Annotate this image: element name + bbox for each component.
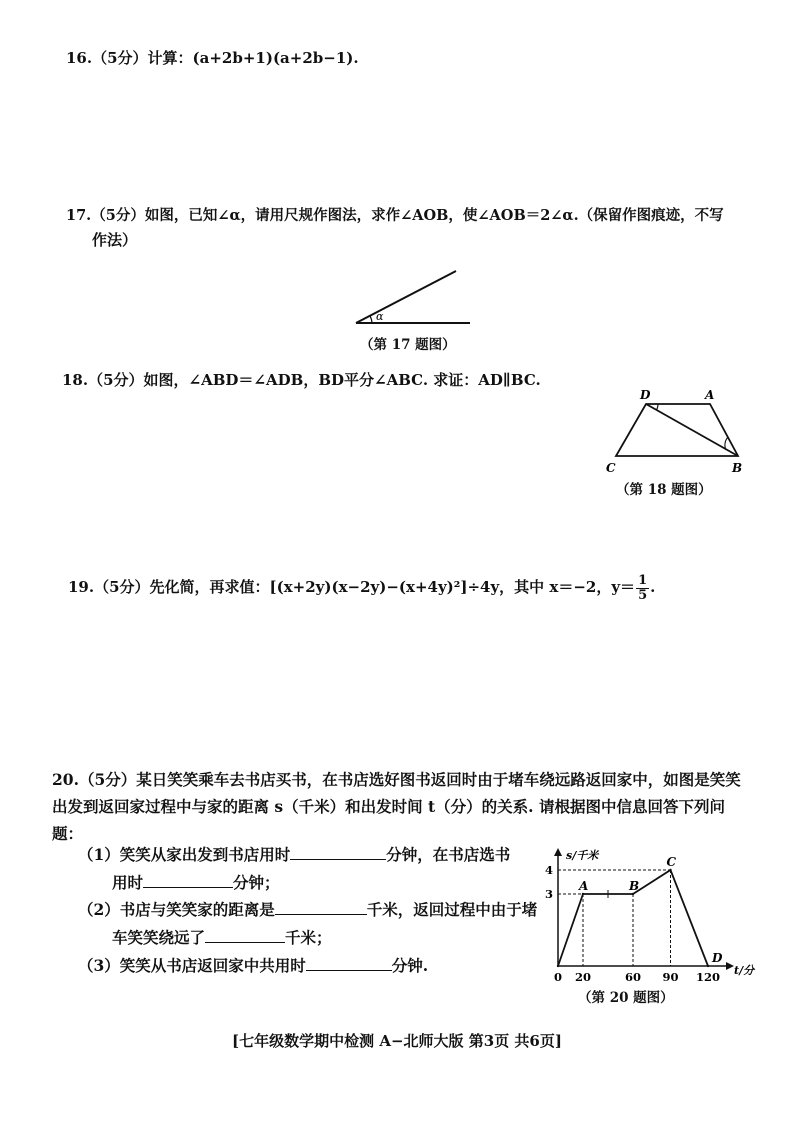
angle-alpha-figure: [350, 265, 480, 331]
part2-text-a: （2）书店与笑笑家的距离是: [78, 900, 275, 919]
answer-blank-2[interactable]: [143, 873, 233, 888]
x-tick-label-120: 120: [695, 970, 721, 984]
x-axis-arrow: [726, 962, 734, 970]
question-19-text: 19.（5分）先化简，再求值：[(x+2y)(x−2y)−(x+4y)²]÷4y，其中 x＝−2，y＝: [68, 578, 636, 596]
question-17-caption: （第 17 题图）: [360, 337, 456, 353]
answer-blank-5[interactable]: [306, 956, 392, 971]
fraction-one-fifth: [636, 574, 649, 603]
x-axis-label: t/分: [734, 964, 755, 977]
question-20-intro: 20.（5分）某日笑笑乘车去书店买书，在书店选好图书返回时由于堵车绕远路返回家中，如图是笑笑出发到返回家过程中与家的距离 s（千米）和出发时间 t（分）的关系. 请根据图中信息回答下列问题：: [52, 770, 741, 843]
quadrilateral-abcd: [616, 404, 738, 456]
part2-text-b: 千米，返回过程中由于堵: [366, 900, 538, 919]
y-tick-label-4: 4: [544, 863, 553, 877]
point-label-d: D: [712, 951, 723, 965]
data-point-1: [582, 893, 584, 895]
question-19: [68, 572, 655, 603]
data-point-2: [632, 893, 634, 895]
answer-blank-4[interactable]: [205, 928, 285, 943]
point-label-c: C: [666, 855, 677, 869]
answer-blank-1[interactable]: [290, 845, 386, 860]
question-18-caption: （第 18 题图）: [616, 482, 712, 498]
fraction-denominator: 5: [638, 587, 648, 603]
point-label-b: B: [629, 879, 640, 893]
question-20-part2-line1: [78, 900, 537, 920]
x-tick-label-20: 20: [574, 970, 592, 984]
angle-alpha-arc: [370, 316, 372, 323]
question-20-part1-line2: [112, 873, 280, 893]
fraction-numerator: 1: [638, 572, 648, 588]
question-18: 18.（5分）如图，∠ABD＝∠ADB，BD平分∠ABC. 求证：AD∥BC.: [62, 371, 541, 389]
y-axis-label: s/千米: [566, 849, 599, 862]
question-17-line2: 作法）: [92, 231, 138, 249]
question-18-figure: [598, 386, 748, 478]
data-point-4: [707, 965, 709, 967]
data-point-3: [669, 869, 671, 871]
angle-mark-abd: [725, 437, 728, 450]
question-19-end: .: [650, 578, 656, 596]
part1-text-d: 分钟；: [233, 873, 280, 892]
page-footer: [七年级数学期中检测 A−北师大版 第3页 共6页]: [232, 1032, 562, 1050]
question-20-caption: （第 20 题图）: [578, 990, 674, 1006]
distance-time-chart: [540, 838, 755, 988]
part1-text-b: 分钟，在书店选书: [386, 845, 511, 864]
part3-text-a: （3）笑笑从书店返回家中共用时: [78, 956, 306, 975]
question-20-part2-line2: [112, 928, 332, 948]
vertex-label-c: C: [606, 461, 616, 475]
x-tick-label-0: 0: [553, 970, 563, 984]
part2-text-d: 千米；: [285, 928, 332, 947]
part3-text-b: 分钟.: [391, 956, 429, 975]
question-17-line1: 17.（5分）如图，已知∠α，请用尺规作图法，求作∠AOB，使∠AOB＝2∠α.（保留作图痕迹，不写: [66, 207, 724, 224]
question-16: 16.（5分）计算：(a+2b+1)(a+2b−1).: [66, 49, 359, 67]
angle-alpha-label: α: [376, 310, 384, 323]
y-tick-label-3: 3: [544, 887, 553, 901]
part1-text-a: （1）笑笑从家出发到书店用时: [78, 845, 291, 864]
x-tick-label-90: 90: [662, 970, 679, 984]
data-point-0: [557, 965, 559, 967]
x-tick-label-60: 60: [624, 970, 642, 984]
vertex-label-d: D: [640, 388, 651, 402]
vertex-label-b: B: [732, 461, 743, 475]
question-20-part1-line1: [78, 845, 510, 865]
angle-alpha-upper-ray: [356, 271, 456, 323]
part1-text-c: 用时: [112, 873, 144, 892]
question-20-part3: [78, 956, 428, 976]
vertex-label-a: A: [705, 388, 715, 402]
part2-text-c: 车笑笑绕远了: [112, 928, 206, 947]
point-label-a: A: [579, 879, 589, 893]
answer-blank-3[interactable]: [275, 900, 367, 915]
y-axis-arrow: [554, 848, 562, 856]
